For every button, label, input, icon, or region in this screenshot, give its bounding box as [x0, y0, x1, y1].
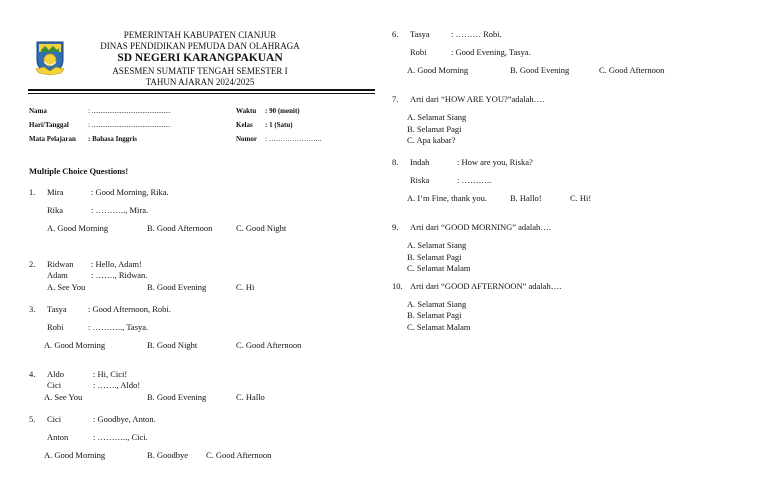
dialogue-line: : Good Evening, Tasya.	[451, 47, 531, 57]
regency-crest-icon	[34, 40, 66, 76]
option-c: C. Hi!	[570, 193, 592, 203]
option-c: C. Good Afternoon	[206, 450, 272, 460]
speaker-name: Robi	[47, 322, 64, 332]
option-c: C. Apa kabar?	[407, 135, 456, 145]
question-number: 3.	[29, 304, 36, 314]
option-a: A. See You	[44, 392, 83, 402]
option-c: C. Selamat Malam	[407, 263, 471, 273]
nama-field: : .............................................	[88, 107, 171, 115]
question-number: 9.	[392, 222, 399, 232]
option-b: B. Selamat Pagi	[407, 124, 462, 134]
header-school: SD NEGERI KARANGPAKUAN	[117, 52, 283, 64]
speaker-name: Ridwan	[47, 259, 74, 269]
nama-label: Nama	[29, 107, 47, 115]
speaker-name: Aldo	[47, 369, 64, 379]
dialogue-line: : ……., Ridwan.	[91, 270, 148, 280]
option-c: C. Good Night	[236, 223, 287, 233]
option-c: C. Good Afternoon	[236, 340, 302, 350]
dialogue-line: : Hello, Adam!	[91, 259, 142, 269]
mata-pelajaran-label: Mata Pelajaran	[29, 135, 76, 143]
waktu-value: : 90 (menit)	[265, 107, 300, 115]
header-department: DINAS PENDIDIKAN PEMUDA DAN OLAHRAGA	[100, 41, 300, 51]
question-number: 8.	[392, 157, 399, 167]
dialogue-line: : ……….., Cici.	[93, 432, 148, 442]
option-b: B. Good Evening	[147, 392, 207, 402]
dialogue-line: : Goodbye, Anton.	[93, 414, 156, 424]
header-exam: ASESMEN SUMATIF TENGAH SEMESTER I	[112, 66, 288, 76]
option-a: A. Selamat Siang	[407, 299, 467, 309]
header-divider-thin	[28, 93, 375, 94]
question-number: 4.	[29, 369, 36, 379]
dialogue-line: : How are you, Riska?	[457, 157, 533, 167]
speaker-name: Indah	[410, 157, 430, 167]
option-a: A. Good Morning	[407, 65, 469, 75]
hari-tanggal-field: : .............................................	[88, 121, 171, 129]
speaker-name: Anton	[47, 432, 69, 442]
speaker-name: Mira	[47, 187, 64, 197]
option-a: A. Good Morning	[44, 450, 106, 460]
dialogue-line: : Good Morning, Rika.	[91, 187, 169, 197]
speaker-name: Cici	[47, 380, 62, 390]
option-b: B. Good Afternoon	[147, 223, 213, 233]
waktu-label: Waktu	[236, 107, 257, 115]
option-b: B. Goodbye	[147, 450, 189, 460]
option-a: A. Selamat Siang	[407, 240, 467, 250]
option-b: B. Selamat Pagi	[407, 252, 462, 262]
option-c: C. Hi	[236, 282, 255, 292]
speaker-name: Robi	[410, 47, 427, 57]
option-a: A. Selamat Siang	[407, 112, 467, 122]
question-text: Arti dari “GOOD AFTERNOON” adalah….	[410, 281, 562, 291]
header-year: TAHUN AJARAN 2024/2025	[145, 77, 255, 87]
dialogue-line: : Good Afternoon, Robi.	[88, 304, 171, 314]
dialogue-line: : ……….., Tasya.	[88, 322, 149, 332]
question-number: 1.	[29, 187, 36, 197]
option-b: B. Hallo!	[510, 193, 542, 203]
question-text: Arti dari “HOW ARE YOU?”adalah….	[410, 94, 545, 104]
speaker-name: Rika	[47, 205, 64, 215]
nomor-label: Nomor	[236, 135, 257, 143]
header-divider-thick	[28, 89, 375, 91]
dialogue-line: : ……., Aldo!	[93, 380, 141, 390]
kelas-value: : 1 (Satu)	[265, 121, 293, 129]
dialogue-line: : ……….., Mira.	[91, 205, 149, 215]
option-c: C. Hallo	[236, 392, 265, 402]
option-b: B. Selamat Pagi	[407, 310, 462, 320]
dialogue-line: : Hi, Cici!	[93, 369, 128, 379]
dialogue-line: : ……… Robi.	[451, 29, 502, 39]
speaker-name: Tasya	[410, 29, 430, 39]
option-b: B. Good Evening	[147, 282, 207, 292]
question-number: 6.	[392, 29, 399, 39]
nomor-value: : …………………..	[265, 135, 322, 143]
option-a: A. Good Morning	[47, 223, 109, 233]
option-c: C. Selamat Malam	[407, 322, 471, 332]
speaker-name: Adam	[47, 270, 68, 280]
speaker-name: Cici	[47, 414, 62, 424]
option-b: B. Good Evening	[510, 65, 570, 75]
speaker-name: Tasya	[47, 304, 67, 314]
option-a: A. See You	[47, 282, 86, 292]
option-a: A. Good Morning	[44, 340, 106, 350]
question-number: 7.	[392, 94, 399, 104]
option-c: C. Good Afternoon	[599, 65, 665, 75]
mata-pelajaran-value: : Bahasa Inggris	[88, 135, 138, 143]
question-number: 2.	[29, 259, 36, 269]
header-government: PEMERINTAH KABUPATEN CIANJUR	[123, 30, 277, 40]
speaker-name: Riska	[410, 175, 430, 185]
section-title: Multiple Choice Questions!	[29, 166, 129, 176]
option-a: A. I’m Fine, thank you.	[407, 193, 488, 203]
question-number: 10.	[392, 281, 403, 291]
hari-tanggal-label: Hari/Tanggal	[29, 121, 69, 129]
dialogue-line: : ………..	[457, 175, 492, 185]
option-b: B. Good Night	[147, 340, 198, 350]
kelas-label: Kelas	[236, 121, 253, 129]
question-text: Arti dari “GOOD MORNING” adalah….	[410, 222, 551, 232]
question-number: 5.	[29, 414, 36, 424]
